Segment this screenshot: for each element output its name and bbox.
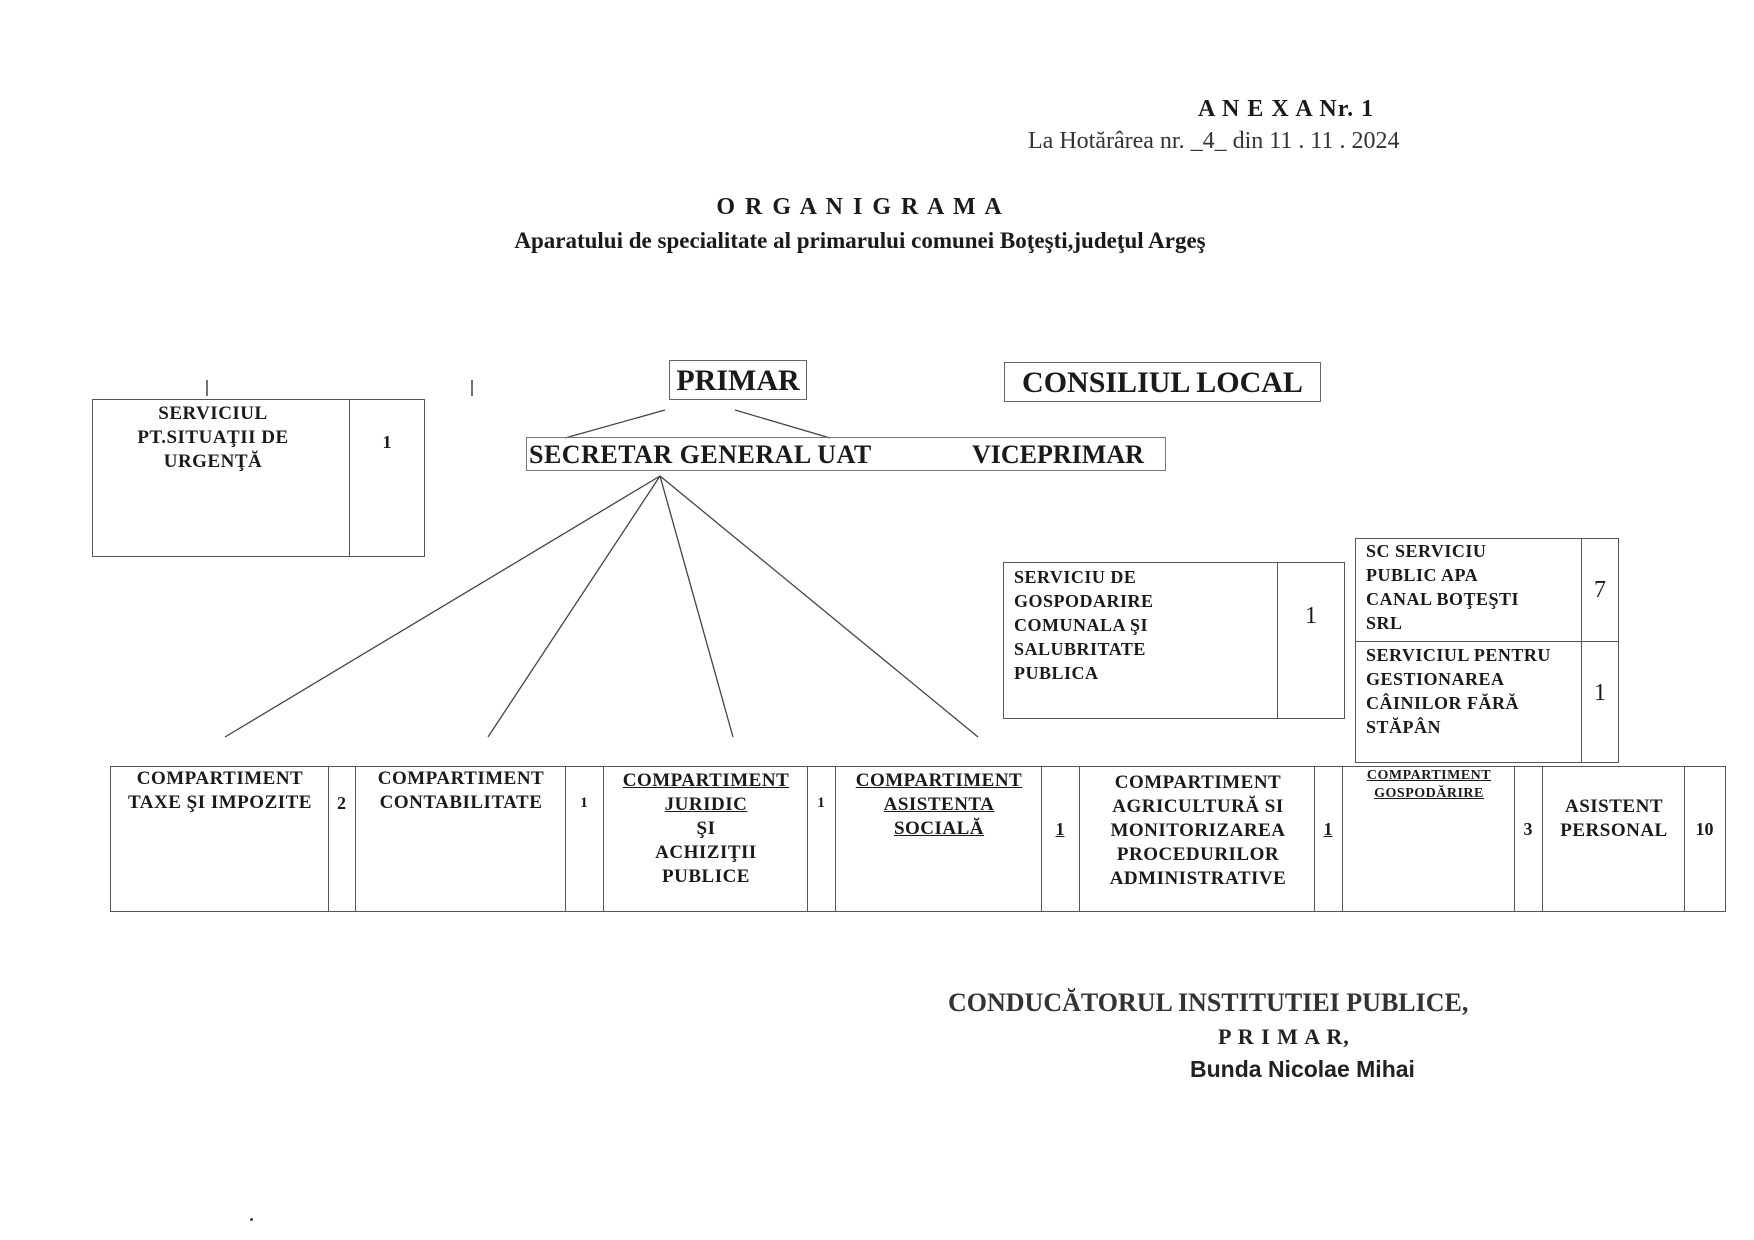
link-secretar-asistenta bbox=[660, 476, 978, 737]
compartment-contabilitate-count: 1 bbox=[580, 795, 588, 811]
compartment-gospodarire-label: COMPARTIMENT GOSPODĂRIRE bbox=[1366, 768, 1492, 801]
apa-canal-count: 7 bbox=[1594, 577, 1606, 603]
signature-title: P R I M A R, bbox=[1218, 1024, 1350, 1049]
link-secretar-juridic bbox=[660, 476, 733, 737]
link-secretar-contabilitate bbox=[488, 476, 660, 737]
compartment-asistenta-count: 1 bbox=[1055, 819, 1065, 839]
compartment-agricultura-label: COMPARTIMENT AGRICULTURĂ SI MONITORIZAREA PROCEDURILOR ADMINISTRATIVE bbox=[1109, 772, 1287, 889]
signature-name: Bunda Nicolae Mihai bbox=[1190, 1056, 1415, 1082]
compartment-gospodarire-count: 3 bbox=[1523, 819, 1533, 839]
compartment-taxe-count: 2 bbox=[337, 793, 346, 813]
stray-dot bbox=[250, 1218, 253, 1221]
link-primar-viceprimar bbox=[735, 410, 830, 438]
link-primar-secretar bbox=[565, 410, 665, 438]
serviciul-urgenta-label: SERVICIUL PT.SITUAŢII DE URGENŢĂ bbox=[137, 403, 289, 472]
compartment-agricultura-count: 1 bbox=[1323, 819, 1333, 839]
compartment-juridic-count: 1 bbox=[817, 795, 825, 811]
compartment-taxe-label: COMPARTIMENT TAXE ŞI IMPOZITE bbox=[128, 768, 312, 813]
compartment-juridic-label: COMPARTIMENT JURIDIC bbox=[622, 770, 790, 815]
compartment-achizitii-label: ŞI ACHIZIŢII PUBLICE bbox=[655, 818, 757, 887]
apa-canal-box bbox=[1355, 538, 1619, 642]
decision-reference: La Hotărârea nr. _4_ din 11 . 11 . 2024 bbox=[1028, 128, 1400, 154]
serviciul-urgenta-count: 1 bbox=[382, 432, 392, 452]
compartments-row bbox=[110, 766, 1726, 912]
secretar-general-label: SECRETAR GENERAL UAT bbox=[529, 440, 872, 469]
caini-count: 1 bbox=[1594, 680, 1606, 706]
consiliul-local-label: CONSILIUL LOCAL bbox=[1022, 366, 1303, 399]
apa-canal-label: SC SERVICIU PUBLIC APA CANAL BOŢEŞTI SRL bbox=[1366, 541, 1520, 633]
secretar-viceprimar-box bbox=[526, 437, 1166, 471]
viceprimar-label: VICEPRIMAR bbox=[972, 440, 1144, 469]
gospodarire-comunala-box bbox=[1003, 562, 1345, 719]
asistent-personal-label: ASISTENT PERSONAL bbox=[1560, 796, 1668, 841]
compartment-asistenta-label: COMPARTIMENT ASISTENTA SOCIALĂ bbox=[855, 770, 1023, 839]
primar-box bbox=[669, 360, 807, 400]
primar-label: PRIMAR bbox=[676, 364, 800, 397]
signature-role: CONDUCĂTORUL INSTITUTIEI PUBLICE, bbox=[948, 988, 1469, 1017]
serviciul-urgenta-box bbox=[92, 399, 425, 557]
annex-label: A N E X A Nr. 1 bbox=[1198, 96, 1375, 122]
caini-box bbox=[1355, 641, 1619, 763]
chart-title: O R G A N I G R A M A bbox=[716, 194, 1004, 220]
gospodarire-comunala-label: SERVICIU DE GOSPODARIRE COMUNALA ŞI SALUBRITATE PUBLICA bbox=[1014, 567, 1154, 683]
chart-subtitle: Aparatului de specialitate al primarului comunei Boţeşti,judeţul Argeş bbox=[514, 228, 1206, 253]
consiliul-local-box bbox=[1004, 362, 1321, 402]
gospodarire-comunala-count: 1 bbox=[1305, 603, 1317, 629]
asistent-personal-count: 10 bbox=[1695, 819, 1714, 839]
caini-label: SERVICIUL PENTRU GESTIONAREA CÂINILOR FĂRĂ STĂPÂN bbox=[1366, 645, 1551, 737]
compartment-contabilitate-label: COMPARTIMENT CONTABILITATE bbox=[377, 768, 545, 813]
